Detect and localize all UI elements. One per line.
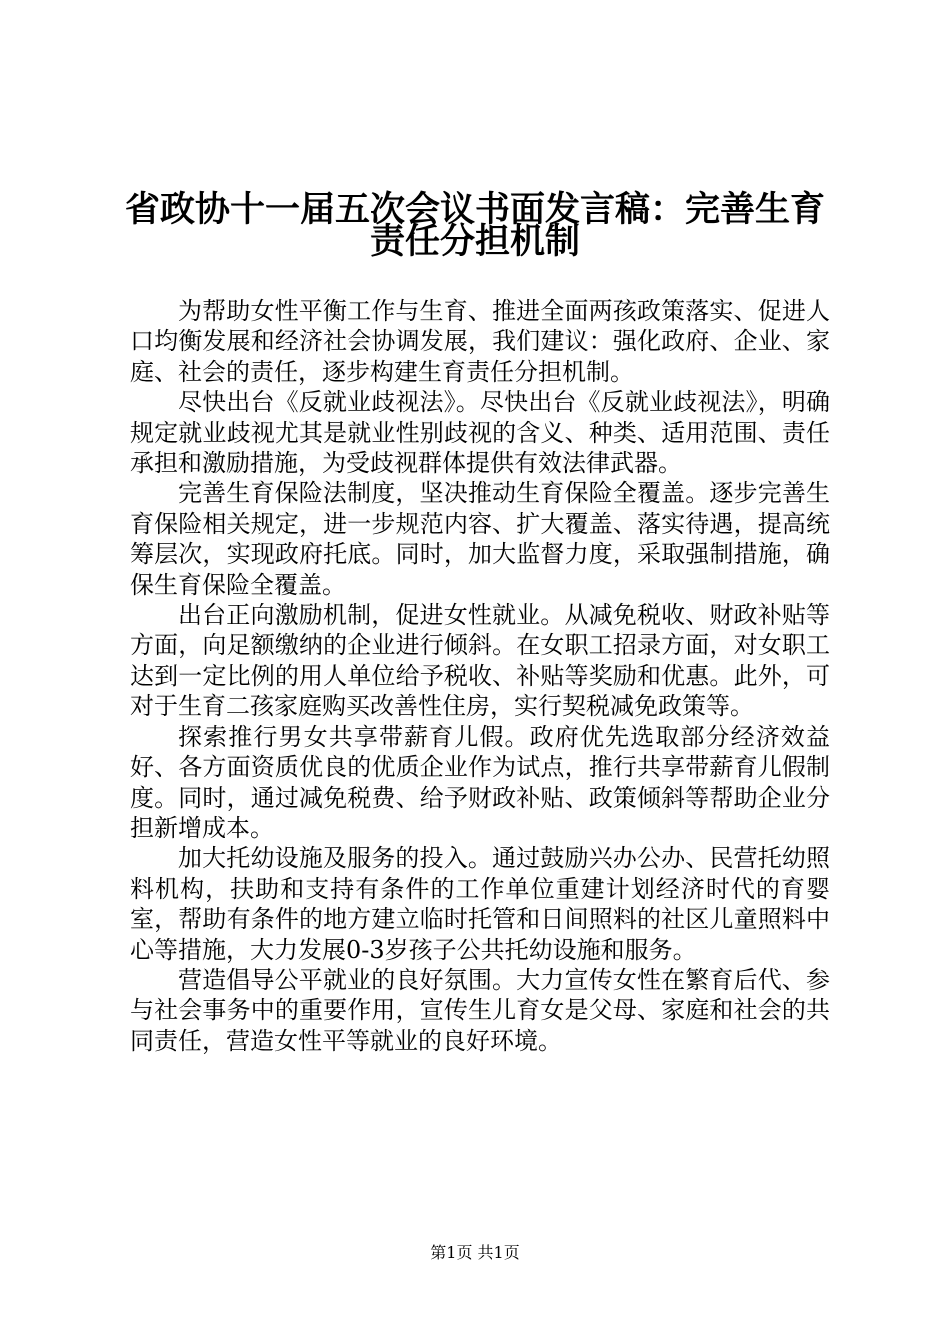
paragraph-fair-employment: 营造倡导公平就业的良好氛围。大力宣传女性在繁育后代、参与社会事务中的重要作用，宣传生儿育女是父母、家庭和社会的共同责任，营造女性平等就业的良好环境。 bbox=[130, 965, 830, 1055]
page-number-footer: 第1页 共1页 bbox=[430, 1243, 520, 1262]
paragraph-intro: 为帮助女性平衡工作与生育、推进全面两孩政策落实、促进人口均衡发展和经济社会协调发展，我们建议：强化政府、企业、家庭、社会的责任，逐步构建生育责任分担机制。 bbox=[130, 297, 830, 386]
paragraph-shared-parental-leave: 探索推行男女共享带薪育儿假。政府优先选取部分经济效益好、各方面资质优良的优质企业作为试点，推行共享带薪育儿假制度。同时，通过减免税费、给予财政补贴、政策倾斜等帮助企业分担新增成本。 bbox=[130, 722, 830, 842]
paragraph-incentive-mechanism: 出台正向激励机制，促进女性就业。从减免税收、财政补贴等方面，向足额缴纳的企业进行倾斜。在女职工招录方面，对女职工达到一定比例的用人单位给予税收、补贴等奖励和优惠。此外，可对于生育二孩家庭购买改善性住房，实行契税减免政策等。 bbox=[130, 601, 830, 721]
document-title-line-1: 省政协十一届五次会议书面发言稿：完善生育 bbox=[124, 189, 825, 230]
paragraph-maternity-insurance: 完善生育保险法制度，坚决推动生育保险全覆盖。逐步完善生育保险相关规定，进一步规范内容、扩大覆盖、落实待遇，提高统筹层次，实现政府托底。同时，加大监督力度，采取强制措施，确保生育保险全覆盖。 bbox=[130, 479, 830, 599]
document-title-line-2: 责任分担机制 bbox=[369, 221, 580, 262]
paragraph-anti-discrimination-law: 尽快出台《反就业歧视法》。尽快出台《反就业歧视法》，明确规定就业歧视尤其是就业性别歧视的含义、种类、适用范围、责任承担和激励措施，为受歧视群体提供有效法律武器。 bbox=[130, 388, 830, 478]
paragraph-childcare-facilities: 加大托幼设施及服务的投入。通过鼓励兴办公办、民营托幼照料机构，扶助和支持有条件的工作单位重建计划经济时代的育婴室，帮助有条件的地方建立临时托管和日间照料的社区儿童照料中心等措施，大力发展0-3岁孩子公共托幼设施和服务。 bbox=[130, 844, 830, 964]
document-body bbox=[130, 296, 830, 1056]
